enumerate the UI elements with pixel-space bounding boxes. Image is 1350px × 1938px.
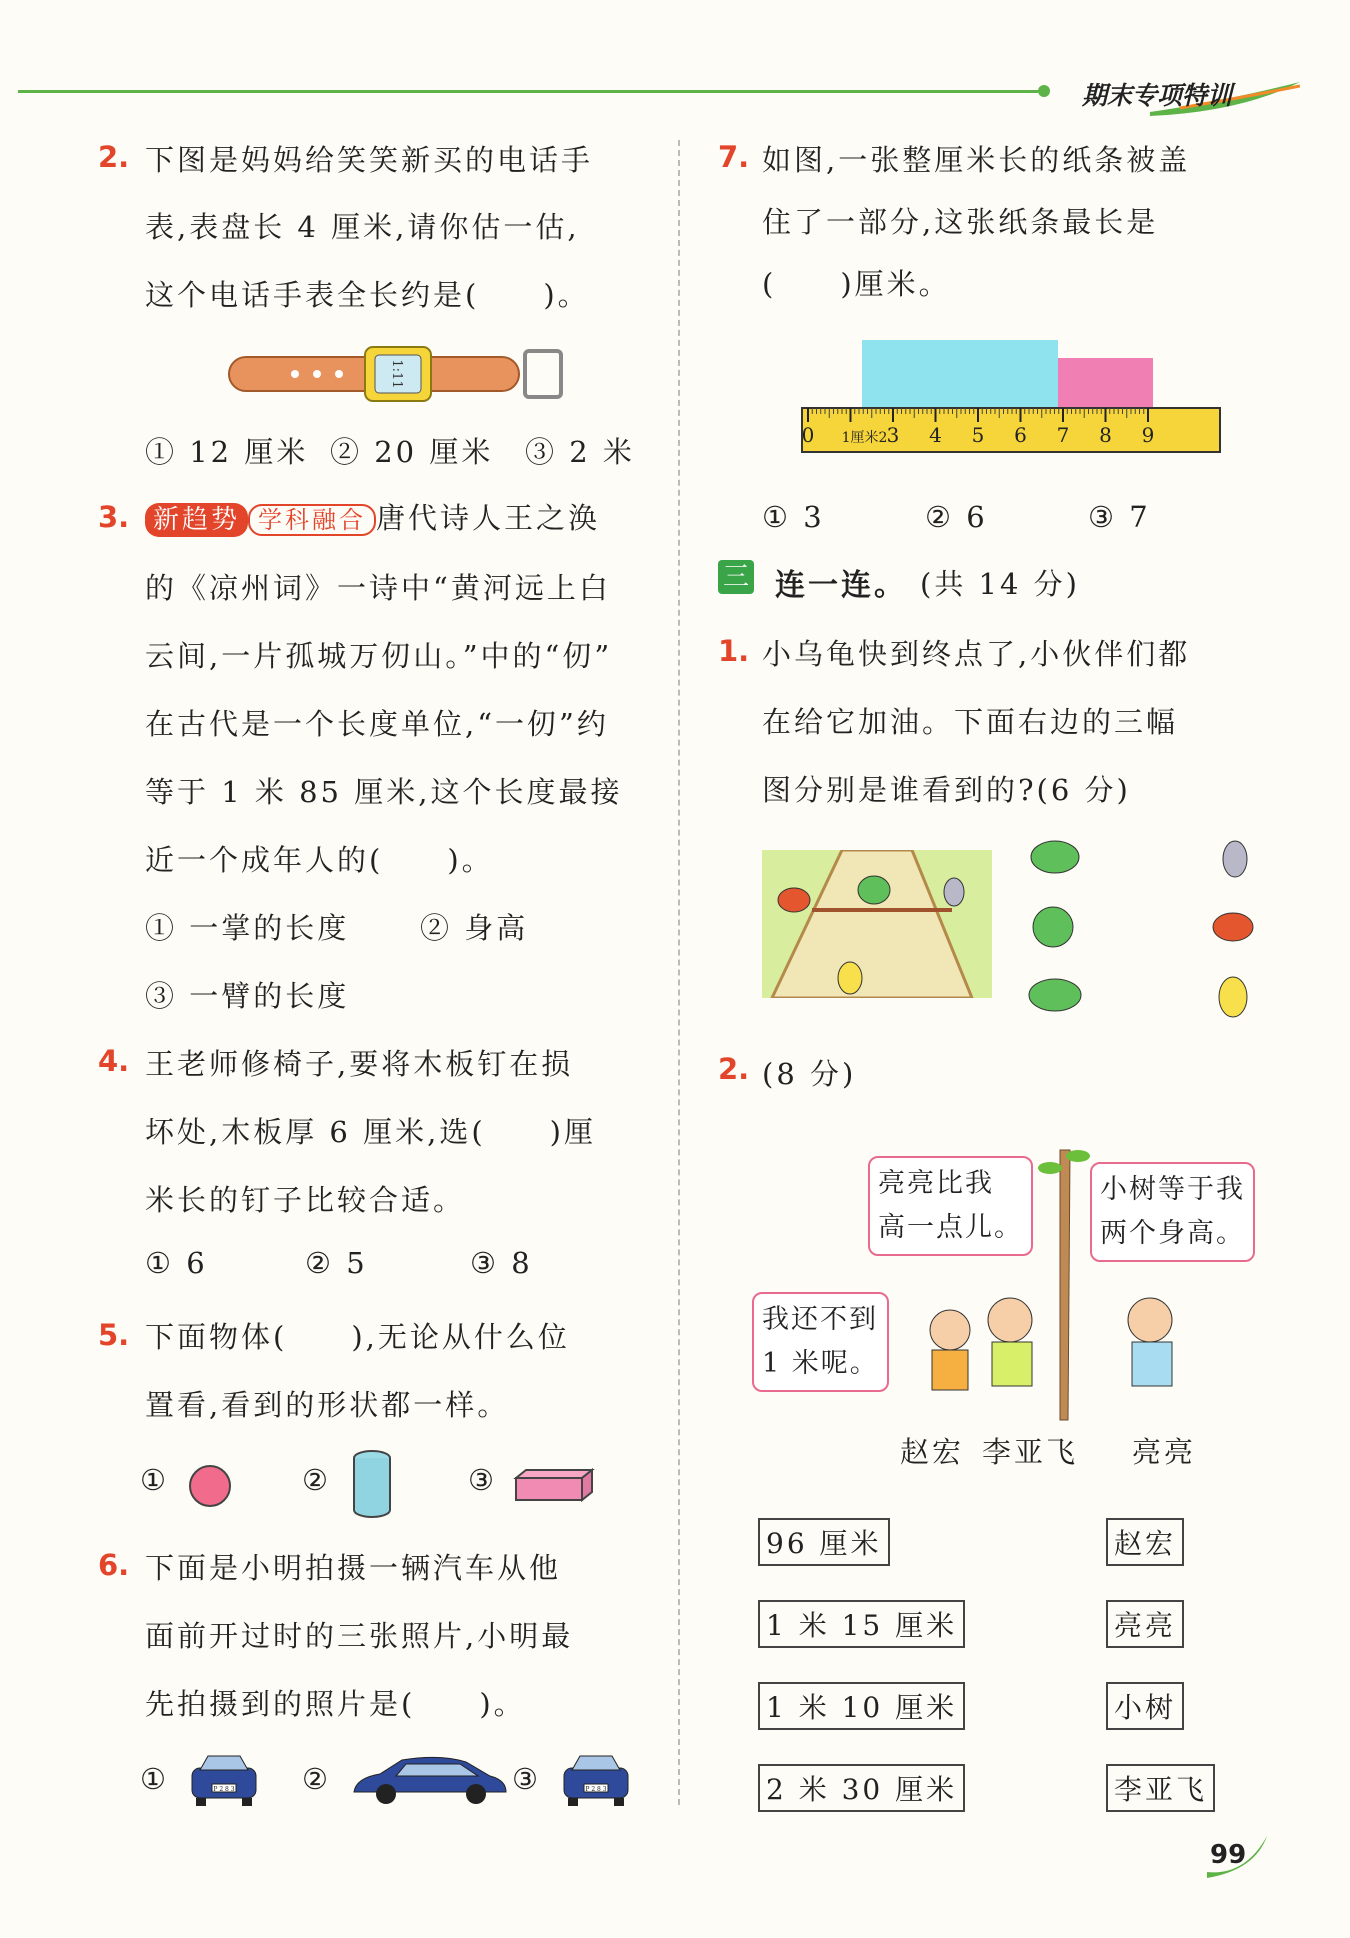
section-title: 连一连。 [775,568,907,603]
q6-line-2: 面前开过时的三张照片,小明最 [145,1619,574,1653]
ruler-label-4: 5 [971,423,985,447]
child-name-liangliang: 亮亮 [1132,1435,1197,1469]
subject-fusion-tag: 学科融合 [248,504,376,536]
child-name-liyafei: 李亚飞 [982,1435,1079,1469]
child-name-zhaohong: 赵宏 [900,1435,965,1469]
watch-face-text: 1:11 [389,359,404,389]
c1-line-2: 在给它加油。下面右边的三幅 [762,705,1179,739]
column-divider [678,140,680,1805]
q6-option-1[interactable]: ① [140,1762,169,1796]
q5-option-2[interactable]: ② [302,1463,331,1497]
q4-option-2[interactable]: ② 5 [305,1246,368,1280]
turtle-views [1025,835,1085,1025]
q6-line-3: 先拍摄到的照片是( )。 [145,1687,526,1721]
match-left-3[interactable]: 1 米 10 厘米 [758,1682,965,1730]
q4-line-3: 米长的钉子比较合适。 [145,1183,466,1217]
match-right-4[interactable]: 李亚飞 [1106,1764,1215,1812]
ruler-label-6: 7 [1056,423,1070,447]
q3-first-line: 新趋势 学科融合 唐代诗人王之涣 [145,496,600,537]
ruler-label-5: 6 [1014,423,1027,447]
watch-illustration [225,343,565,405]
q3-line-4: 等于 1 米 85 厘米,这个长度最接 [145,775,623,809]
ruler-label-0: 0 [801,423,815,447]
q6-option-2[interactable]: ② [302,1762,331,1796]
leaf-icon [1030,76,1060,104]
sphere-icon [186,1462,236,1512]
children-and-tree-illustration [900,1140,1210,1430]
q4-line-1: 王老师修椅子,要将木板钉在损 [145,1047,574,1081]
q5-option-3[interactable]: ③ [468,1463,497,1497]
cylinder-icon [350,1448,394,1522]
q3-option-1[interactable]: ① 一掌的长度 [145,911,350,945]
ruler-label-3: 4 [929,423,942,447]
q5-number: 5. [98,1318,130,1352]
q7-line-3: ( )厘米。 [762,267,951,301]
q3-option-3[interactable]: ③ 一臂的长度 [145,979,350,1013]
q4-line-2: 坏处,木板厚 6 厘米,选( )厘 [145,1115,596,1149]
speech-bubble-1: 亮亮比我 高一点儿。 [868,1156,1033,1256]
page-swoosh [1205,1830,1275,1880]
q3-option-2[interactable]: ② 身高 [420,911,529,945]
c1-line-1: 小乌龟快到终点了,小伙伴们都 [762,637,1191,671]
ruler-label-1: 1厘米2 [841,430,888,446]
section-3-icon: 三 [718,560,754,594]
new-trend-tag: 新趋势 [145,503,248,537]
q3-number: 3. [98,500,130,534]
c1-line-3: 图分别是谁看到的?(6 分) [762,773,1131,807]
ruler-label-7: 8 [1099,423,1112,447]
animal-viewers [1205,835,1265,1025]
q4-number: 4. [98,1044,130,1078]
q6-option-3[interactable]: ③ [512,1762,541,1796]
q5-line-2: 置看,看到的形状都一样。 [145,1388,510,1422]
q5-line-1: 下面物体( ),无论从什么位 [145,1320,570,1354]
ruler-figure [800,338,1225,454]
q7-number: 7. [718,140,750,174]
q2-option-2[interactable]: ② 20 厘米 [330,435,494,469]
q7-line-1: 如图,一张整厘米长的纸条被盖 [762,143,1191,177]
q3-line-2: 云间,一片孤城万仞山。”中的“仞” [145,639,613,673]
q4-option-3[interactable]: ③ 8 [470,1246,533,1280]
speech-bubble-2: 小树等于我 两个身高。 [1090,1162,1255,1262]
q6-line-1: 下面是小明拍摄一辆汽车从他 [145,1551,562,1585]
q3-line-5: 近一个成年人的( )。 [145,843,494,877]
header-rule [18,90,1038,93]
q2-option-1[interactable]: ① 12 厘米 [145,435,309,469]
match-right-1[interactable]: 赵宏 [1106,1518,1184,1566]
c2-number: 2. [718,1052,750,1086]
q2-option-3[interactable]: ③ 2 米 [525,435,635,469]
c1-number: 1. [718,634,750,668]
car-front-1 [186,1750,262,1810]
car-side [350,1752,510,1808]
cuboid-icon [512,1466,596,1506]
match-left-1[interactable]: 96 厘米 [758,1518,890,1566]
q2-number: 2. [98,140,130,174]
c2-score: (8 分) [762,1057,857,1091]
match-left-4[interactable]: 2 米 30 厘米 [758,1764,965,1812]
ruler-label-8: 9 [1141,423,1155,447]
page-number: 99 [1210,1840,1247,1870]
q3-line-3: 在古代是一个长度单位,“一仞”约 [145,707,609,741]
match-right-3[interactable]: 小树 [1106,1682,1184,1730]
q5-option-1[interactable]: ① [140,1463,169,1497]
car-front-3 [558,1750,634,1810]
q6-number: 6. [98,1548,130,1582]
match-right-2[interactable]: 亮亮 [1106,1600,1184,1648]
car-1-plate: P 2 8 3 [213,1786,235,1793]
q2-line-3: 这个电话手表全长约是( )。 [145,278,590,312]
q2-line-1: 下图是妈妈给笑笑新买的电话手 [145,143,594,177]
match-left-2[interactable]: 1 米 15 厘米 [758,1600,965,1648]
q3-line-1: 的《凉州词》一诗中“黄河远上白 [145,571,611,605]
race-scene-illustration [762,850,992,998]
q7-option-1[interactable]: ① 3 [762,500,825,534]
section-score: (共 14 分) [920,567,1080,601]
q7-option-2[interactable]: ② 6 [925,500,988,534]
speech-bubble-3: 我还不到 1 米呢。 [752,1292,889,1392]
ruler-label-2: 3 [886,423,900,447]
q7-option-3[interactable]: ③ 7 [1088,500,1151,534]
car-3-plate: P 2 8 3 [585,1786,607,1793]
q2-line-2: 表,表盘长 4 厘米,请你估一估, [145,210,580,244]
q7-line-2: 住了一部分,这张纸条最长是 [762,205,1159,239]
header-title: 期末专项特训 [1082,81,1233,110]
q4-option-1[interactable]: ① 6 [145,1246,208,1280]
